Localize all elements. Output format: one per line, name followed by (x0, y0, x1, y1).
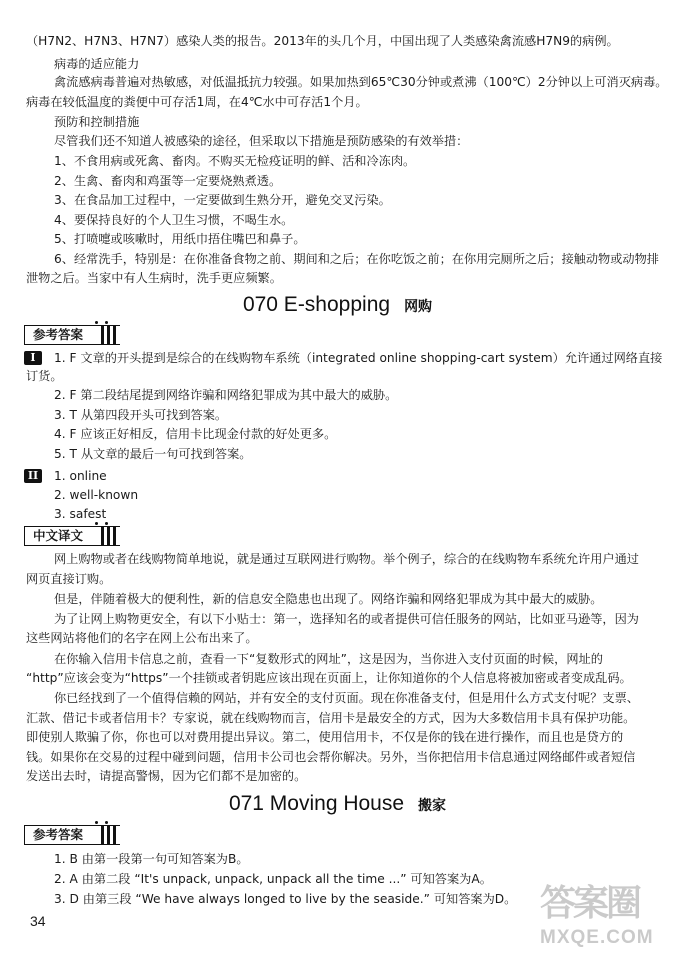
intro-list-item: 3、在食品加工过程中，一定要做到生熟分开，避免交叉污染。 (54, 193, 391, 207)
translation-line: 这些网站将他们的名字在网上公布出来了。 (26, 631, 258, 645)
answer-item: 2. A 由第二段 “It's unpack, unpack, unpack all the time ...” 可知答案为A。 (54, 872, 492, 886)
intro-line: 病毒在较低温度的粪便中可存活1周，在4℃水中可存活1个月。 (26, 95, 368, 109)
page-number: 34 (30, 913, 46, 929)
answer-item: 3. safest (54, 507, 107, 521)
answer-item: 3. D 由第三段 “We have always longed to live by the seaside.” 可知答案为D。 (54, 892, 517, 906)
answer-item: 4. F 应该正好相反，信用卡比现金付款的好处更多。 (54, 427, 337, 441)
intro-list-item: 1、不食用病或死禽、畜肉。不购买无检疫证明的鲜、活和冷冻肉。 (54, 154, 416, 168)
translation-line: 为了让网上购物更安全，有以下小贴士：第一，选择知名的或者提供可信任服务的网站，比如亚马逊等，因为 (54, 612, 639, 626)
translation-line: 即使别人欺骗了你，你也可以对费用提出异议。第二，使用信用卡，不仅是你的钱在进行操作，而且也是贷方的 (26, 730, 624, 744)
answer-item: 1. online (54, 469, 107, 483)
intro-list-item: 6、经常洗手，特别是：在你准备食物之前、期间和之后；在你吃饭之前；在你用完厕所之后；接触动物或动物排 (54, 252, 659, 266)
watermark-url: MXQE.COM (540, 927, 654, 948)
intro-list-item: 5、打喷嚏或咳嗽时，用纸巾捂住嘴巴和鼻子。 (54, 232, 306, 246)
translation-line: 网页直接订购。 (26, 572, 112, 586)
intro-heading: 病毒的适应能力 (54, 57, 140, 71)
translation-line: 在你输入信用卡信息之前，查看一下“复数形式的网址”，这是因为，当你进入支付页面的时候，网址的 (54, 652, 603, 666)
answer-item: 2. well-known (54, 488, 139, 502)
answer-item: 1. B 由第一段第一句可知答案为B。 (54, 852, 249, 866)
answers-label: 参考答案 (33, 327, 84, 342)
answer-item: 订货。 (26, 369, 63, 383)
section-title-070 (0, 293, 675, 317)
answers-label-tag (24, 825, 120, 845)
intro-line: 泄物之后。当家中有人生病时，洗手更应频繁。 (26, 271, 282, 285)
answers-label: 参考答案 (33, 827, 84, 842)
translation-line: 发送出去时，请提高警惕，因为它们都不是加密的。 (26, 769, 307, 783)
section-title-cn: 网购 (404, 299, 433, 315)
translation-line: “http”应该会变为“https”一个挂锁或者钥匙应该出现在页面上，让你知道你的个人信息将被加密或者变成乱码。 (26, 671, 632, 685)
translation-line: 但是，伴随着极大的便利性，新的信息安全隐患也出现了。网络诈骗和网络犯罪成为其中最大的威胁。 (54, 592, 603, 606)
intro-list-item: 2、生禽、畜肉和鸡蛋等一定要烧熟煮透。 (54, 174, 282, 188)
translation-line: 网上购物或者在线购物简单地说，就是通过互联网进行购物。举个例子，综合的在线购物车系统允许用户通过 (54, 552, 639, 566)
watermark-logo (540, 875, 668, 955)
translation-line: 汇款、借记卡或者信用卡？专家说，就在线购物而言，信用卡是最安全的方式，因为大多数信用卡具有保护功能。 (26, 711, 636, 725)
section-title-071 (0, 792, 675, 816)
watermark-text: 答案圈 (540, 883, 640, 924)
answer-item: 2. F 第二段结尾提到网络诈骗和网络犯罪成为其中最大的威胁。 (54, 388, 398, 402)
section-title-en: 071 Moving House (228, 792, 405, 815)
answer-item: 1. F 文章的开头提到是综合的在线购物车系统（integrated online shopping-cart system）允许通过网络直接 (54, 351, 663, 365)
section-title-cn: 搬家 (418, 798, 447, 814)
section-title-en: 070 E-shopping (242, 293, 391, 316)
translation-line: 钱。如果你在交易的过程中碰到问题，信用卡公司也会帮你解决。另外，当你把信用卡信息通过网络邮件或者短信 (26, 750, 636, 764)
answer-item: 3. T 从第四段开头可找到答案。 (54, 408, 228, 422)
part-marker-2: II (24, 469, 42, 483)
intro-line: 禽流感病毒普遍对热敏感，对低温抵抗力较强。如果加热到65℃30分钟或煮沸（100℃）2分钟以上可消灭病毒。 (54, 75, 668, 89)
answers-label-tag (24, 325, 120, 345)
intro-heading: 预防和控制措施 (54, 115, 140, 129)
intro-line: （H7N2、H7N3、H7N7）感染人类的报告。2013年的头几个月，中国出现了人类感染禽流感H7N9的病例。 (26, 34, 619, 48)
translation-label: 中文译文 (33, 528, 84, 543)
part-marker-1: I (24, 351, 42, 365)
translation-label-tag (24, 526, 120, 546)
intro-line: 尽管我们还不知道人被感染的途径，但采取以下措施是预防感染的有效举措： (54, 134, 469, 148)
answer-item: 5. T 从文章的最后一句可找到答案。 (54, 447, 252, 461)
intro-list-item: 4、要保持良好的个人卫生习惯，不喝生水。 (54, 213, 294, 227)
translation-line: 你已经找到了一个值得信赖的网站，并有安全的支付页面。现在你准备支付，但是用什么方式支付呢？支票、 (54, 691, 639, 705)
